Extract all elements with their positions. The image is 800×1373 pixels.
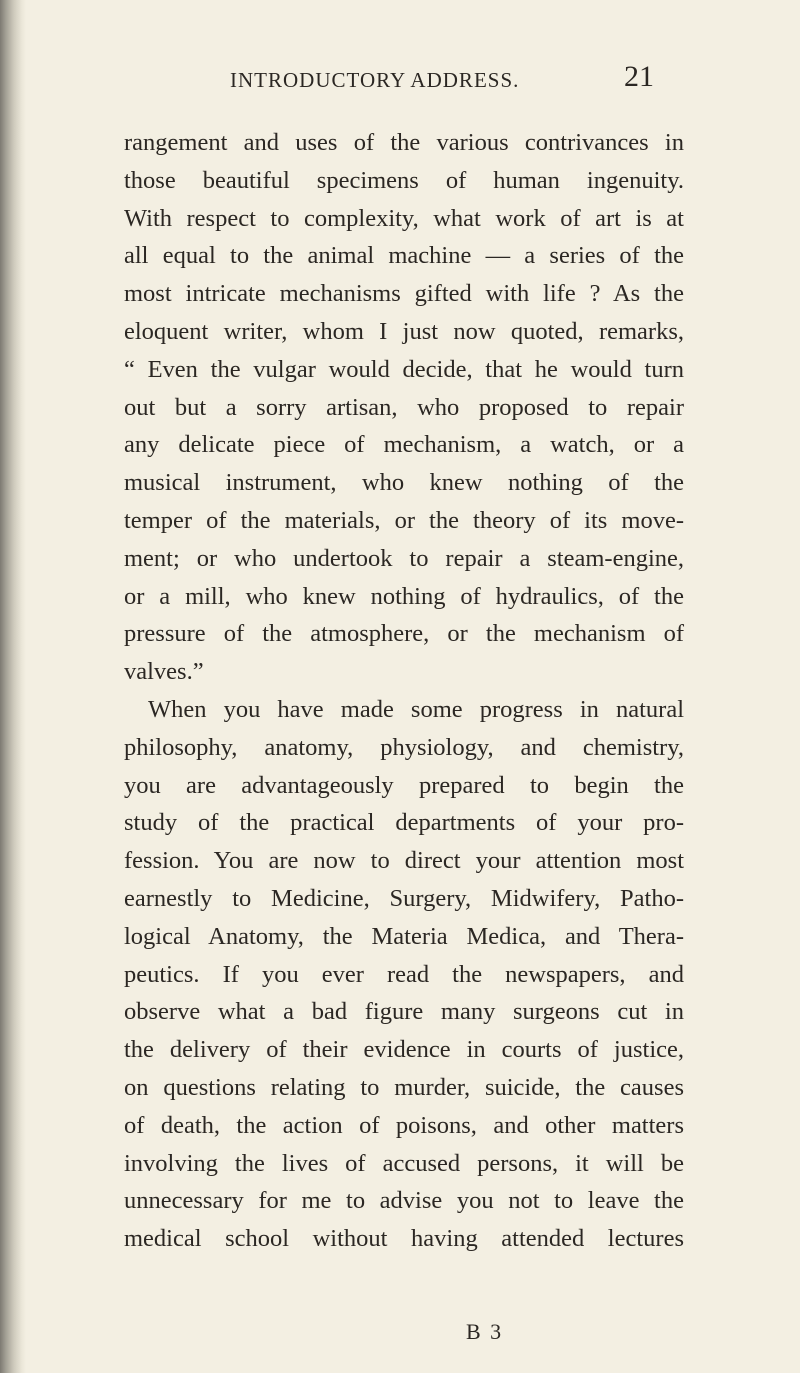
body-text	[124, 124, 684, 1258]
text-line: the delivery of their evidence in courts of justice,	[124, 1036, 684, 1064]
running-head: INTRODUCTORY ADDRESS.	[230, 68, 520, 92]
paragraph-start-line: When you have made some progress in natural	[148, 695, 684, 723]
text-line: observe what a bad figure many surgeons cut in	[124, 998, 684, 1026]
page-number: 21	[624, 60, 654, 93]
text-line: those beautiful specimens of human ingenuity.	[124, 166, 684, 194]
text-line: pressure of the atmosphere, or the mechanism of	[124, 620, 684, 648]
text-line: all equal to the animal machine — a series of the	[124, 242, 684, 270]
text-line: ment; or who undertook to repair a steam-engine,	[124, 544, 684, 572]
text-line: out but a sorry artisan, who proposed to repair	[124, 393, 684, 421]
binding-gutter	[0, 0, 26, 1373]
text-line: any delicate piece of mechanism, a watch, or a	[124, 431, 684, 459]
text-line: fession. You are now to direct your attention most	[124, 847, 684, 875]
signature-mark: B 3	[466, 1319, 504, 1344]
text-line: medical school without having attended lectures	[124, 1225, 684, 1253]
text-line: temper of the materials, or the theory of its move-	[124, 506, 684, 534]
text-line: philosophy, anatomy, physiology, and chemistry,	[124, 733, 684, 761]
paragraph-end-line: valves.”	[124, 658, 204, 686]
text-line: of death, the action of poisons, and other matters	[124, 1111, 684, 1139]
text-line: “ Even the vulgar would decide, that he would turn	[124, 355, 684, 383]
text-line: peutics. If you ever read the newspapers, and	[124, 960, 684, 988]
text-line: logical Anatomy, the Materia Medica, and Thera-	[124, 922, 684, 950]
text-line: unnecessary for me to advise you not to leave the	[124, 1187, 684, 1215]
text-line: rangement and uses of the various contrivances in	[124, 129, 684, 156]
page-header	[230, 60, 654, 100]
text-line: musical instrument, who knew nothing of the	[124, 469, 684, 497]
text-line: involving the lives of accused persons, it will be	[124, 1149, 684, 1177]
text-line: With respect to complexity, what work of art is at	[124, 204, 684, 232]
text-line: on questions relating to murder, suicide, the causes	[124, 1073, 684, 1101]
text-line: earnestly to Medicine, Surgery, Midwifery, Patho-	[124, 884, 684, 912]
text-line: eloquent writer, whom I just now quoted, remarks,	[124, 317, 684, 345]
text-line: you are advantageously prepared to begin the	[124, 771, 684, 799]
text-line: or a mill, who knew nothing of hydraulics, of the	[124, 582, 684, 610]
text-line: most intricate mechanisms gifted with life ? As the	[124, 280, 684, 308]
text-line: study of the practical departments of your pro-	[124, 809, 684, 837]
